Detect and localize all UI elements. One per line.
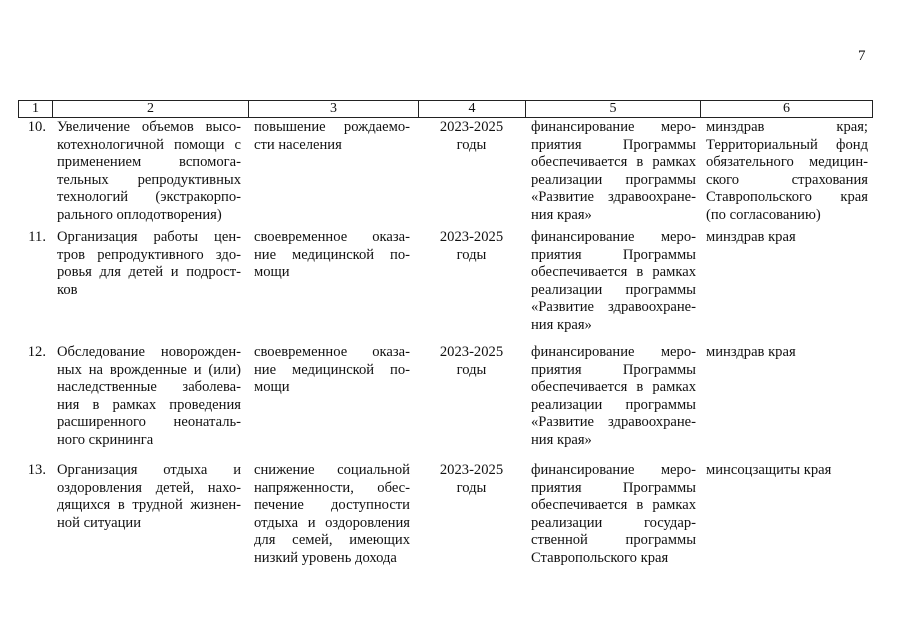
cell-line: 11. xyxy=(28,229,46,245)
table-row xyxy=(18,229,870,335)
funding-cell xyxy=(525,119,700,225)
cell-line: оздоровления детей, нахо- xyxy=(57,479,241,496)
cell-line: реализации программы xyxy=(531,171,696,188)
measure-cell xyxy=(52,119,248,225)
cell-line: минздрав края xyxy=(706,344,796,360)
cell-line: ния края» xyxy=(531,431,592,448)
cell-line: годы xyxy=(456,246,487,263)
cell-line: ние медицинской по- xyxy=(254,361,410,378)
period-cell xyxy=(418,344,525,450)
cell-line: рального оплодотворения) xyxy=(57,206,222,223)
cell-line: дящихся в трудной жизнен- xyxy=(57,497,241,514)
cell-line: годы xyxy=(456,479,487,496)
cell-line: технологий (экстракорпо- xyxy=(57,189,241,206)
cell-line: Организация работы цен- xyxy=(57,229,241,245)
table-header xyxy=(18,100,873,118)
row-number xyxy=(18,229,52,335)
cell-line: реализации государ- xyxy=(531,514,696,531)
cell-line: ния края» xyxy=(531,206,592,223)
result-cell xyxy=(248,462,418,568)
period-cell xyxy=(418,229,525,335)
cell-line: годы xyxy=(456,136,487,153)
header-col-5: 5 xyxy=(526,101,701,117)
executor-cell xyxy=(700,119,870,225)
cell-line: 10. xyxy=(27,119,46,135)
measure-cell xyxy=(52,344,248,450)
cell-line: приятия Программы xyxy=(531,136,696,153)
cell-line: (по согласованию) xyxy=(706,206,821,223)
header-col-4: 4 xyxy=(419,101,526,117)
cell-line: обеспечивается в рамках xyxy=(531,154,696,171)
cell-line: печение доступности xyxy=(254,497,410,514)
cell-line: 2023-2025 xyxy=(439,462,504,478)
cell-line: применением вспомога- xyxy=(57,154,241,171)
period-cell xyxy=(418,119,525,225)
cell-line: тельных репродуктивных xyxy=(57,171,241,188)
cell-line: обязательного медицин- xyxy=(706,154,868,171)
result-cell xyxy=(248,344,418,450)
funding-cell xyxy=(525,344,700,450)
cell-line: расширенного неонаталь- xyxy=(57,414,241,431)
funding-cell xyxy=(525,229,700,335)
cell-line: Обследование новорожден- xyxy=(57,344,241,360)
cell-line: ния в рамках проведения xyxy=(57,396,241,413)
cell-line: финансирование меро- xyxy=(531,344,696,360)
cell-line: ного скрининга xyxy=(57,431,154,448)
cell-line: ского страхования xyxy=(706,171,868,188)
funding-cell xyxy=(525,462,700,568)
table-row xyxy=(18,344,870,450)
cell-line: низкий уровень дохода xyxy=(254,549,397,566)
cell-line: приятия Программы xyxy=(531,246,696,263)
cell-line: сти населения xyxy=(254,136,342,153)
cell-line: Ставропольского края xyxy=(531,549,669,566)
table-row xyxy=(18,462,870,568)
cell-line: напряженности, обес- xyxy=(254,479,410,496)
cell-line: 2023-2025 xyxy=(439,119,504,135)
result-cell xyxy=(248,119,418,225)
cell-line: ной ситуации xyxy=(57,514,142,531)
cell-line: своевременное оказа- xyxy=(254,344,410,360)
header-col-6: 6 xyxy=(783,101,790,116)
cell-line: отдыха и оздоровления xyxy=(254,514,410,531)
cell-line: Ставропольского края xyxy=(706,189,868,206)
cell-line: своевременное оказа- xyxy=(254,229,410,245)
cell-line: приятия Программы xyxy=(531,479,696,496)
cell-line: ровья для детей и подрост- xyxy=(57,264,241,281)
cell-line: ков xyxy=(57,281,78,298)
cell-line: минздрав края; xyxy=(706,119,868,135)
cell-line: наследственные заболева- xyxy=(57,379,241,396)
cell-line: ственной программы xyxy=(531,532,696,549)
cell-line: мощи xyxy=(254,379,290,396)
cell-line: минсоцзащиты края xyxy=(706,462,832,478)
cell-line: 2023-2025 xyxy=(439,344,504,360)
cell-line: котехнологичной помощи с xyxy=(57,136,241,153)
header-col-1: 1 xyxy=(19,101,53,117)
cell-line: обеспечивается в рамках xyxy=(531,264,696,281)
cell-line: Организация отдыха и xyxy=(57,462,241,478)
cell-line: Территориальный фонд xyxy=(706,136,868,153)
header-col-3: 3 xyxy=(249,101,419,117)
measure-cell xyxy=(52,229,248,335)
cell-line: обеспечивается в рамках xyxy=(531,497,696,514)
cell-line: обеспечивается в рамках xyxy=(531,379,696,396)
cell-line: финансирование меро- xyxy=(531,229,696,245)
cell-line: ных на врожденные и (или) xyxy=(57,361,241,378)
cell-line: «Развитие здравоохране- xyxy=(531,299,696,316)
cell-line: повышение рождаемо- xyxy=(254,119,410,135)
cell-line: снижение социальной xyxy=(254,462,410,478)
cell-line: мощи xyxy=(254,264,290,281)
cell-line: реализации программы xyxy=(531,396,696,413)
cell-line: годы xyxy=(456,361,487,378)
cell-line: 2023-2025 xyxy=(439,229,504,245)
cell-line: «Развитие здравоохране- xyxy=(531,189,696,206)
measure-cell xyxy=(52,462,248,568)
cell-line: финансирование меро- xyxy=(531,462,696,478)
cell-line: финансирование меро- xyxy=(531,119,696,135)
executor-cell xyxy=(700,229,870,335)
header-col-2: 2 xyxy=(53,101,249,117)
executor-cell xyxy=(700,462,870,568)
cell-line: 13. xyxy=(27,462,46,478)
cell-line: реализации программы xyxy=(531,281,696,298)
cell-line: приятия Программы xyxy=(531,361,696,378)
cell-line: для семей, имеющих xyxy=(254,532,410,549)
cell-line: тров репродуктивного здо- xyxy=(57,246,241,263)
cell-line: ния края» xyxy=(531,316,592,333)
page-number: 7 xyxy=(858,48,866,64)
cell-line: 12. xyxy=(27,344,46,360)
period-cell xyxy=(418,462,525,568)
cell-line: минздрав края xyxy=(706,229,796,245)
executor-cell xyxy=(700,344,870,450)
row-number xyxy=(18,344,52,450)
result-cell xyxy=(248,229,418,335)
cell-line: ние медицинской по- xyxy=(254,246,410,263)
table-row xyxy=(18,119,870,225)
cell-line: «Развитие здравоохране- xyxy=(531,414,696,431)
row-number xyxy=(18,119,52,225)
cell-line: Увеличение объемов высо- xyxy=(57,119,241,135)
row-number xyxy=(18,462,52,568)
